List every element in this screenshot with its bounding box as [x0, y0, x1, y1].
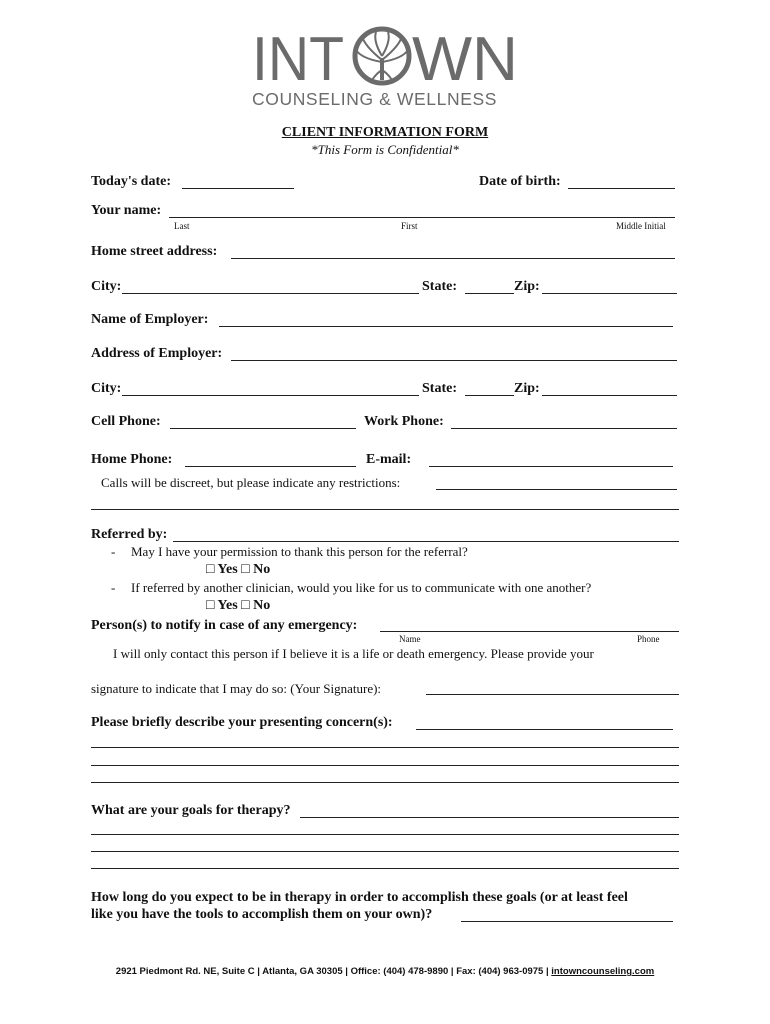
logo: [252, 22, 520, 86]
employer-state-field[interactable]: [465, 395, 514, 396]
employer-state-label: State:: [422, 381, 457, 396]
calls-restrictions-field[interactable]: [436, 489, 677, 490]
concerns-field-2[interactable]: [91, 747, 679, 748]
goals-field-2[interactable]: [91, 834, 679, 835]
employer-city-label: City:: [91, 381, 122, 396]
clinician-question: If referred by another clinician, would you like for us to communicate with one another?: [131, 580, 592, 595]
employer-name-label: Name of Employer:: [91, 312, 209, 327]
duration-question-line2: like you have the tools to accomplish them on your own)?: [91, 907, 433, 922]
name-last-caption: Last: [174, 221, 190, 231]
home-phone-field[interactable]: [185, 466, 356, 467]
employer-address-label: Address of Employer:: [91, 346, 223, 361]
signature-label: signature to indicate that I may do so: (Your Signature):: [91, 681, 382, 696]
calls-restrictions-label: Calls will be discreet, but please indicate any restrictions:: [101, 475, 401, 490]
cell-phone-field[interactable]: [170, 428, 356, 429]
work-phone-label: Work Phone:: [364, 414, 444, 429]
signature-field[interactable]: [426, 694, 679, 695]
email-field[interactable]: [429, 466, 673, 467]
city-field[interactable]: [122, 293, 419, 294]
name-first-caption: First: [401, 221, 418, 231]
date-of-birth-label: Date of birth:: [479, 174, 561, 189]
duration-question-line1: How long do you expect to be in therapy in order to accomplish these goals (or at least feel: [91, 890, 628, 905]
employer-address-field[interactable]: [231, 360, 677, 361]
goals-field-4[interactable]: [91, 868, 679, 869]
employer-zip-field[interactable]: [542, 395, 677, 396]
state-field[interactable]: [465, 293, 514, 294]
cell-phone-label: Cell Phone:: [91, 414, 161, 429]
logo-text-int: INT: [252, 25, 344, 86]
calls-restrictions-field-2[interactable]: [91, 509, 679, 510]
footer: [0, 966, 770, 977]
city-label: City:: [91, 279, 122, 294]
logo-graphic: [252, 22, 520, 86]
todays-date-label: Today's date:: [91, 174, 172, 189]
emergency-name-caption: Name: [399, 634, 421, 644]
tree-icon: [355, 29, 409, 83]
concerns-field[interactable]: [416, 729, 673, 730]
work-phone-field[interactable]: [451, 428, 677, 429]
name-middle-caption: Middle Initial: [616, 221, 666, 231]
your-name-field[interactable]: [169, 217, 675, 218]
employer-city-field[interactable]: [122, 395, 419, 396]
emergency-note: I will only contact this person if I believe it is a life or death emergency. Please provide your: [113, 646, 594, 661]
emergency-phone-caption: Phone: [637, 634, 660, 644]
concerns-label: Please briefly describe your presenting concern(s):: [91, 715, 393, 730]
form-subtitle: *This Form is Confidential*: [311, 142, 459, 157]
goals-label: What are your goals for therapy?: [91, 803, 291, 818]
home-phone-label: Home Phone:: [91, 452, 173, 467]
employer-name-field[interactable]: [219, 326, 673, 327]
form-title: CLIENT INFORMATION FORM: [281, 125, 489, 140]
concerns-field-3[interactable]: [91, 765, 679, 766]
date-of-birth-field[interactable]: [568, 188, 675, 189]
clinician-yes-no[interactable]: □ Yes □ No: [206, 598, 271, 613]
permission-yes-no[interactable]: □ Yes □ No: [206, 562, 271, 577]
zip-label: Zip:: [514, 279, 540, 294]
referred-by-field[interactable]: [173, 541, 679, 542]
email-label: E-mail:: [366, 452, 412, 467]
todays-date-field[interactable]: [182, 188, 294, 189]
referred-by-label: Referred by:: [91, 527, 168, 542]
state-label: State:: [422, 279, 457, 294]
goals-field-3[interactable]: [91, 851, 679, 852]
goals-field[interactable]: [300, 817, 679, 818]
your-name-label: Your name:: [91, 203, 162, 218]
footer-address: 2921 Piedmont Rd. NE, Suite C | Atlanta, GA 30305 | Office: (404) 478-9890 | Fax: (404) 963-0975 |: [115, 966, 552, 977]
bullet-dash: -: [111, 580, 116, 595]
home-address-label: Home street address:: [91, 244, 218, 259]
emergency-contact-label: Person(s) to notify in case of any emergency:: [91, 618, 358, 633]
emergency-contact-field[interactable]: [380, 631, 679, 632]
concerns-field-4[interactable]: [91, 782, 679, 783]
duration-field[interactable]: [461, 921, 673, 922]
employer-zip-label: Zip:: [514, 381, 540, 396]
logo-text-wn: WN: [412, 25, 518, 86]
logo-subtitle: COUNSELING & WELLNESS: [252, 89, 498, 109]
zip-field[interactable]: [542, 293, 677, 294]
footer-website-link[interactable]: intowncounseling.com: [551, 966, 655, 977]
bullet-dash: -: [111, 544, 116, 559]
permission-question: May I have your permission to thank this person for the referral?: [131, 544, 468, 559]
home-address-field[interactable]: [231, 258, 675, 259]
